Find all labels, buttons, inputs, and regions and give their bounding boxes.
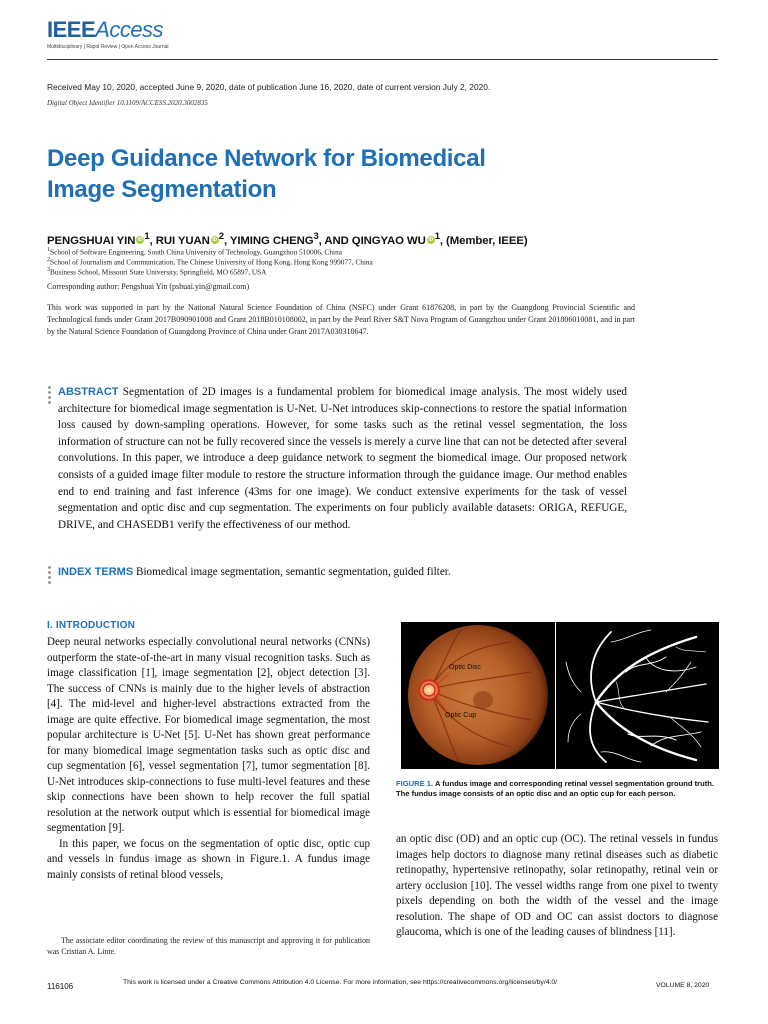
logo-ieee: IEEE	[47, 17, 96, 42]
aff-text: Business School, Missouri State University, Springfield, MO 65897, USA	[50, 267, 267, 277]
abstract-text: Segmentation of 2D images is a fundamental problem for biomedical image analysis. The most widely used architecture for biomedical image segmentation is U-Net. U-Net introduces skip-connections to restore the spatial information loss caused by down-sampling operations. However, for some tasks such as the retinal vessel segmentation, the loss information of structure can not be fully recovered since the vessels is merely a curve line that can not be detected after several convolutions. In this paper, we introduce a deep guidance network to segment the biomedical image. Our proposed network consists of a guided image filter module to restore the structure information through the guidance image. Our method enables end to end training and fast inference (43ms for one image). We conduct extensive experiments for the task of vessel segmentation and optic disc and cup segmentation. The experiments on four publicly available datasets: ORIGA, REFUGE, DRIVE, and CHASEDB1 verify the effectiveness of our method.	[58, 386, 628, 531]
orcid-icon[interactable]: iD	[428, 236, 434, 243]
index-terms	[58, 566, 451, 578]
page-number: 116106	[47, 982, 74, 991]
aff-sup: 2	[47, 257, 51, 263]
optic-disc-label: Optic Disc	[449, 664, 481, 671]
affiliation-1	[47, 247, 342, 256]
aff-sup: 1	[47, 247, 51, 253]
affiliation-3	[47, 267, 266, 276]
title-line-2: Image Segmentation	[47, 176, 277, 203]
corresponding-author: Corresponding author: Pengshuai Yin (pshuai.yin@gmail.com)	[47, 282, 250, 291]
received-dates: Received May 10, 2020, accepted June 9, 2020, date of publication June 16, 2020, date of current version July 2, 2020.	[47, 82, 491, 92]
fundus-image	[401, 622, 555, 769]
abstract-marker	[48, 386, 52, 406]
affiliation-2	[47, 257, 373, 266]
abstract	[58, 384, 627, 533]
right-column	[396, 832, 718, 941]
header-rule	[47, 59, 718, 60]
figure-caption	[396, 779, 718, 799]
paragraph: In this paper, we focus on the segmentation of optic disc, optic cup and vessels in fundus image as shown in Figure.1. A fundus image mainly consists of retinal blood vessels,	[47, 837, 370, 881]
author-name: , AND QINGYAO WU	[318, 234, 426, 247]
author-name: PENGSHUAI YIN	[47, 234, 136, 247]
funding-note: This work was supported in part by the National Natural Science Foundation of China (NSFC) under Grant 61876208, in part by the Guangdong Provincial Scientific and Technological funds under Grant 2017B090901008 and Grant 2018B010108002, in part by the Pearl River S&T Nova Program of Guangzhou under Grant 201806010081, and in part by the Natural Science Foundation of Guangdong Province of China under Grant 2017A030310647.	[47, 303, 635, 337]
paragraph: an optic disc (OD) and an optic cup (OC). The retinal vessels in fundus images help doctors to diagnose many retinal diseases such as diabetic retinopathy, hypertensive retinopathy, solar retinopathy, retinal vein or artery occlusion [10]. The vessel widths range from one pixel to twenty pixels depending on both the width of the vessel and the image resolution. The shape of OD and OC can assist doctors to diagnose glaucoma, which is one of the leading causes of blindness [11].	[396, 833, 718, 938]
paragraph: Deep neural networks especially convolutional neural networks (CNNs) outperform the state-of-the-art in many visual recognition tasks. Such as image classification [1], image segmentation [2], object detection [3]. The success of CNNs is mainly due to the higher levels of abstraction [4]. The mid-level and higher-level abstractions extracted from the image are quite effective. For biomedical image segmentation, the most popular architecture is U-Net [5]. U-Net has shown great performance for many biomedical image segmentation tasks such as optic disc and cup segmentation [6], vessel segmentation [7], tumor segmentation [8]. U-Net introduces skip-connections to fuse multi-level features and these skip connections have been shown to help recover the full spatial resolution at the network output which is essential for biomedical image segmentation [9].	[47, 636, 370, 834]
volume-label: VOLUME 8, 2020	[656, 982, 710, 989]
author-sup: 2	[218, 231, 224, 242]
aff-text: School of Journalism and Communication, The Chinese University of Hong Kong, Hong Kong 999077, China	[50, 257, 373, 267]
figure-label: FIGURE 1.	[396, 779, 434, 788]
logo-access: Access	[95, 17, 164, 42]
author-membership: , (Member, IEEE)	[439, 234, 528, 247]
figure-caption-text: A fundus image and corresponding retinal vessel segmentation ground truth. The fundus image consists of an optic disc and an optic cup for each person.	[396, 779, 715, 798]
journal-logo	[47, 18, 163, 42]
author-sup: 1	[144, 231, 150, 242]
optic-cup-label: Optic Cup	[445, 712, 477, 719]
index-terms-text: Biomedical image segmentation, semantic segmentation, guided filter.	[135, 566, 451, 578]
journal-tagline: Multidisciplinary | Rapid Review | Open Access Journal	[47, 44, 169, 50]
left-column	[47, 635, 370, 883]
editor-footnote	[47, 935, 370, 958]
author-name: , YIMING CHENG	[223, 234, 314, 247]
abstract-label: ABSTRACT	[58, 386, 119, 398]
author-name: , RUI YUAN	[149, 234, 210, 247]
author-sup: 3	[313, 231, 319, 242]
doi-line: Digital Object Identifier 10.1109/ACCESS.2020.3002835	[47, 99, 208, 107]
aff-text: School of Software Engineering, South China University of Technology, Guangzhou 510006, China	[50, 247, 342, 257]
paper-title	[47, 143, 587, 205]
vessel-ground-truth-image	[556, 622, 719, 769]
orcid-icon[interactable]: iD	[212, 236, 218, 243]
license-note: This work is licensed under a Creative Commons Attribution 4.0 License. For more information, see https://creativecommons.org/licenses/by/4.0/	[123, 979, 558, 986]
aff-sup: 3	[47, 267, 51, 273]
footnote-text: The associate editor coordinating the review of this manuscript and approving it for publication was Cristian A. Linte.	[47, 936, 370, 957]
author-list	[47, 231, 528, 247]
index-terms-label: INDEX TERMS	[58, 566, 134, 578]
title-line-1: Deep Guidance Network for Biomedical	[47, 145, 486, 172]
section-heading: I. INTRODUCTION	[47, 620, 135, 631]
index-terms-marker	[48, 566, 52, 586]
orcid-icon[interactable]: iD	[137, 236, 143, 243]
author-sup: 1	[434, 231, 440, 242]
